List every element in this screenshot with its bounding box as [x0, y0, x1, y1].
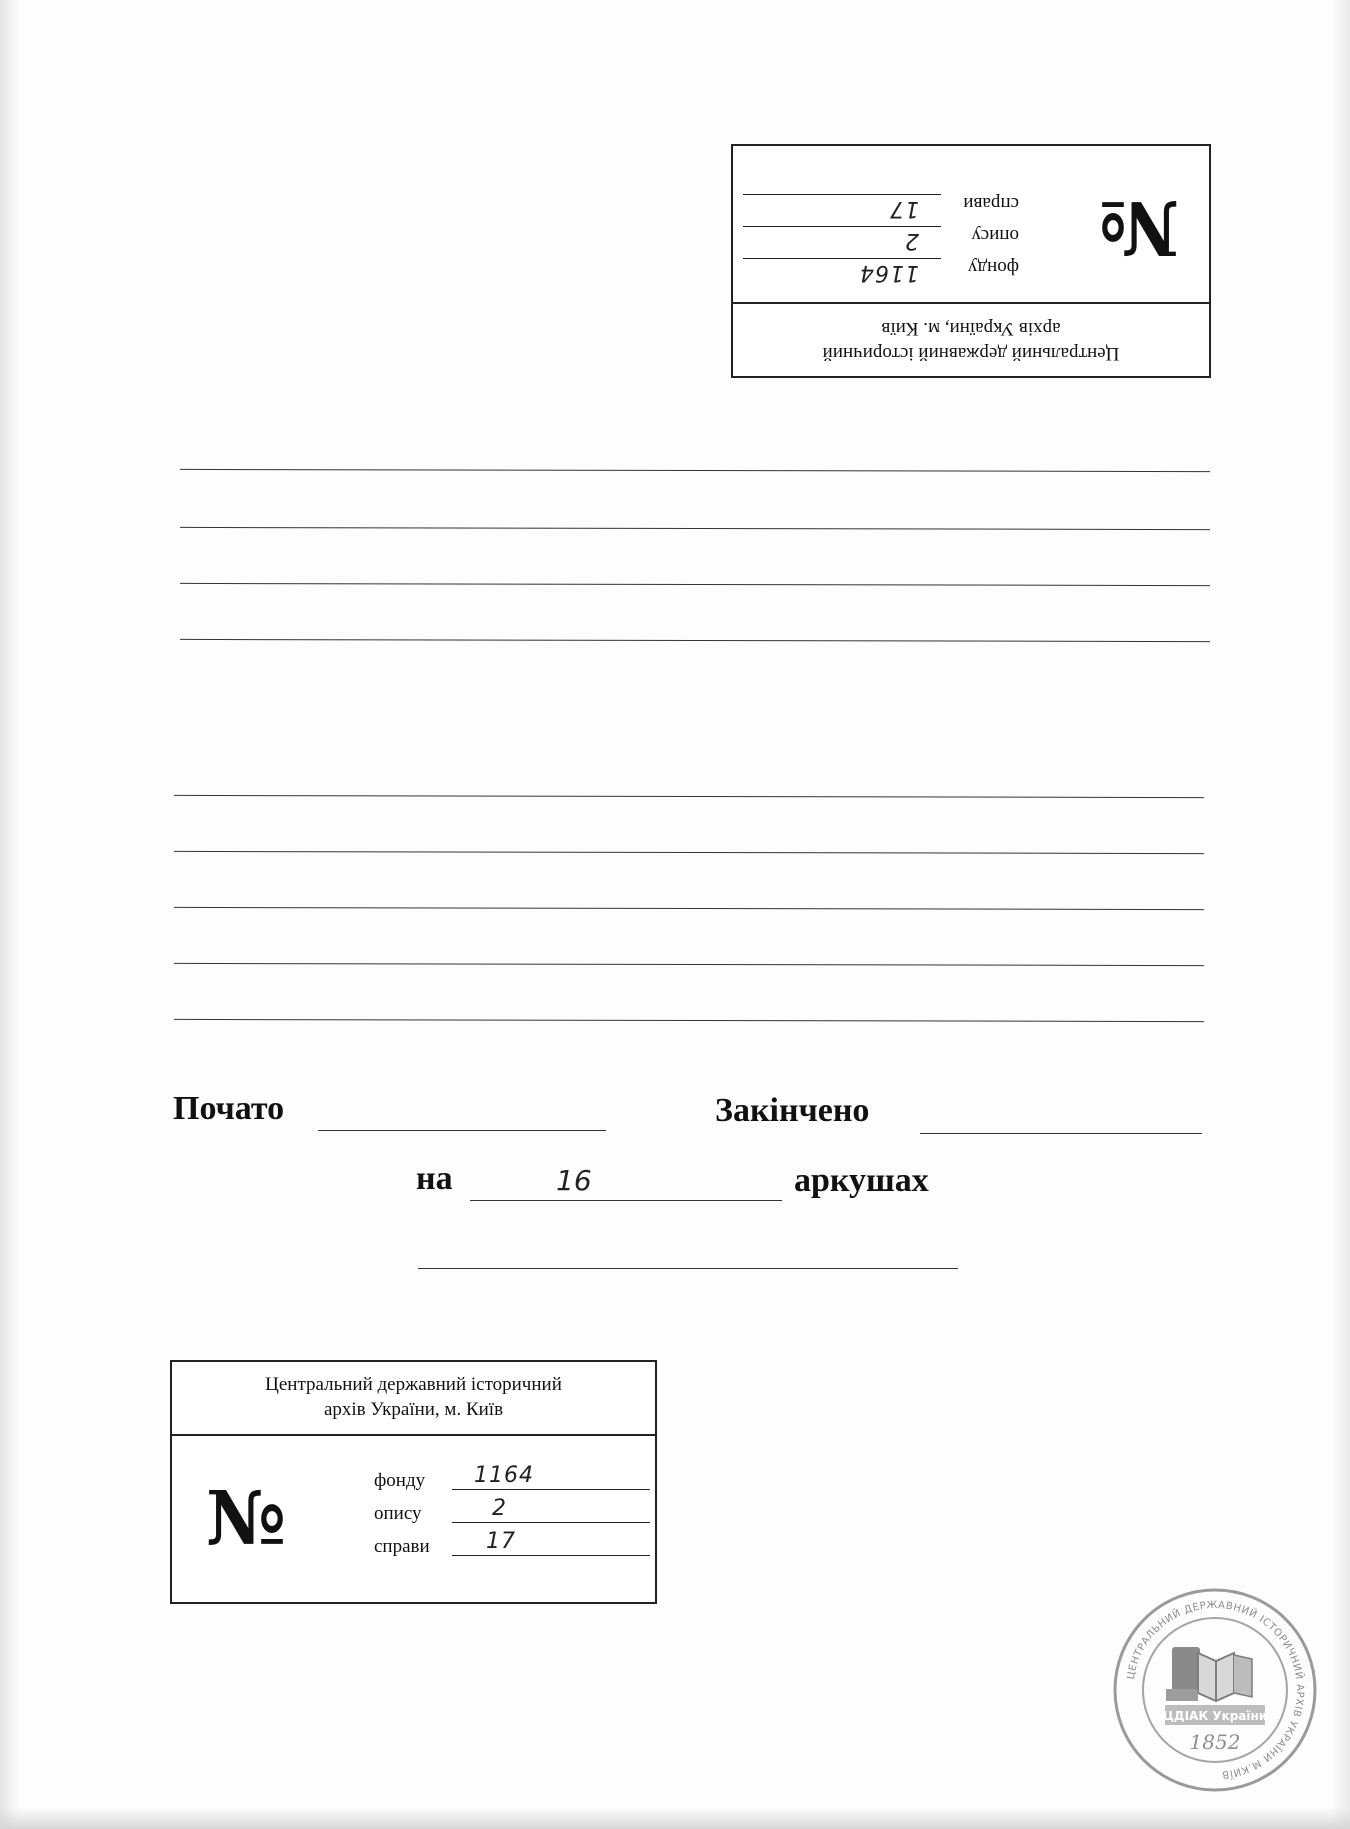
on-label: на — [416, 1160, 453, 1197]
fond-field — [743, 254, 1019, 284]
content-line-5 — [174, 1019, 1204, 1022]
opys-value: 2 — [492, 1496, 507, 1521]
archive-name-line1: Центральний державний історичний — [265, 1374, 562, 1396]
scan-edge-left — [0, 0, 18, 1829]
sprava-field — [374, 1530, 650, 1560]
started-line — [318, 1130, 606, 1131]
content-line-2 — [174, 851, 1204, 854]
opys-field — [743, 222, 1019, 252]
title-line-1 — [180, 469, 1210, 472]
archive-name-line2: архів України, м. Київ — [323, 1399, 504, 1420]
archive-seal-stamp — [1110, 1585, 1320, 1795]
title-line-3 — [180, 583, 1210, 586]
opys-line — [452, 1522, 650, 1523]
scan-edge-bottom — [0, 1807, 1350, 1829]
opys-label: опису — [374, 1503, 422, 1524]
archive-name-line2: архів України, м. Київ — [881, 318, 1061, 339]
archive-label — [170, 1360, 657, 1604]
sheets-line — [470, 1200, 782, 1201]
fond-value: 1164 — [474, 1463, 534, 1488]
sprava-label: справи — [374, 1536, 430, 1557]
sprava-field — [743, 190, 1019, 220]
finished-label: Закінчено — [715, 1092, 870, 1129]
content-line-3 — [174, 907, 1204, 910]
title-line-2 — [180, 527, 1210, 530]
archive-label-body — [733, 146, 1209, 302]
sheets-value: 16 — [556, 1164, 592, 1197]
signature-line — [418, 1268, 958, 1269]
archive-label-header — [172, 1362, 655, 1436]
stamp-name: ЦДІАК України — [1162, 1709, 1268, 1723]
started-label: Почато — [173, 1090, 285, 1127]
archive-label-header — [733, 302, 1209, 376]
fond-label: фонду — [374, 1470, 426, 1491]
sprava-line — [743, 194, 941, 195]
opys-value: 2 — [904, 228, 919, 253]
title-line-4 — [180, 639, 1210, 642]
stamp-ring-text: ЦЕНТРАЛЬНИЙ ДЕРЖАВНИЙ ІСТОРИЧНИЙ АРХІВ УКРАЇНИ М.КИЇВ — [1125, 1599, 1306, 1780]
sheets-label: аркушах — [794, 1162, 929, 1199]
fond-value: 1164 — [859, 260, 919, 285]
sprava-line — [452, 1555, 650, 1556]
archive-label-body — [172, 1436, 655, 1602]
fond-line — [452, 1489, 650, 1490]
opys-label: опису — [971, 225, 1019, 246]
scan-edge-right — [1332, 0, 1350, 1829]
numero-sign: № — [206, 1476, 287, 1562]
fond-label: фонду — [967, 257, 1019, 278]
sprava-value: 17 — [889, 196, 919, 221]
archive-label-inverted — [731, 144, 1211, 378]
opys-field — [374, 1497, 650, 1527]
numero-sign: № — [1098, 184, 1179, 270]
fond-field — [374, 1464, 650, 1494]
finished-line — [920, 1133, 1202, 1134]
sprava-label: справи — [963, 193, 1019, 214]
fond-line — [743, 258, 941, 259]
content-line-1 — [174, 795, 1204, 798]
sprava-value: 17 — [486, 1529, 516, 1554]
book-icon — [1166, 1647, 1252, 1701]
archive-name-line1: Центральний державний історичний — [822, 342, 1120, 364]
opys-line — [743, 226, 941, 227]
content-line-4 — [174, 963, 1204, 966]
stamp-year: 1852 — [1189, 1730, 1241, 1754]
